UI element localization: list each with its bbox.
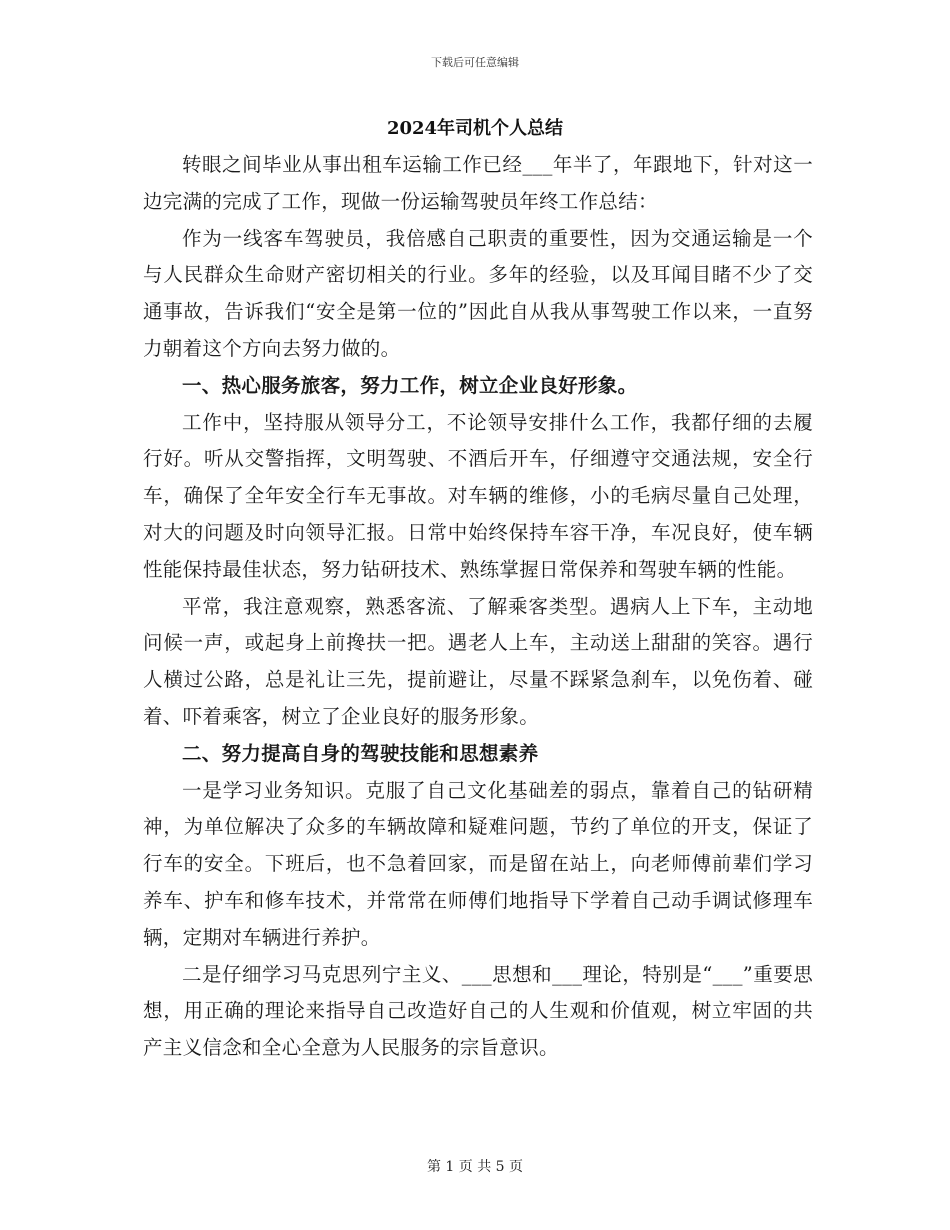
paragraph-study-skills: 一是学习业务知识。克服了自己文化基础差的弱点，靠着自己的钻研精神，为单位解决了众多的车辆故障和疑难问题，节约了单位的开支，保证了行车的安全。下班后，也不急着回家，而是留在站上，向老师傅前辈们学习养车、护车和修车技术，并常常在师傅们地指导下学着自己动手调试修理车辆，定期对车辆进行养护。 — [143, 778, 813, 949]
paragraph-intro: 转眼之间毕业从事出租车运输工作已经___年半了，年跟地下，针对这一边完满的完成了工作，现做一份运输驾驶员年终工作总结： — [143, 153, 813, 213]
document-title: 2024年司机个人总结 — [386, 118, 564, 139]
section-heading-1: 一、热心服务旅客，努力工作，树立企业良好形象。 — [182, 373, 638, 397]
document-body — [143, 147, 813, 1067]
paragraph-study-theory: 二是仔细学习马克思列宁主义、___思想和___理论，特别是“___”重要思想，用正确的理论来指导自己改造好自己的人生观和价值观，树立牢固的共产主义信念和全心全意为人民服务的宗旨意识。 — [143, 962, 813, 1060]
page-footer: 第 1 页 共 5 页 — [426, 1159, 524, 1175]
paragraph-responsibility: 作为一线客车驾驶员，我倍感自己职责的重要性，因为交通运输是一个与人民群众生命财产密切相关的行业。多年的经验，以及耳闻目睹不少了交通事故，告诉我们“安全是第一位的”因此自从我从事驾驶工作以来，一直努力朝着这个方向去努力做的。 — [143, 226, 813, 360]
paragraph-work: 工作中，坚持服从领导分工，不论领导安排什么工作，我都仔细的去履行好。听从交警指挥，文明驾驶、不酒后开车，仔细遵守交通法规，安全行车，确保了全年安全行车无事故。对车辆的维修，小的毛病尽量自己处理，对大的问题及时向领导汇报。日常中始终保持车容干净，车况良好，使车辆性能保持最佳状态，努力钻研技术、熟练掌握日常保养和驾驶车辆的性能。 — [143, 410, 813, 581]
section-heading-2: 二、努力提高自身的驾驶技能和思想素养 — [182, 741, 539, 765]
paragraph-service: 平常，我注意观察，熟悉客流、了解乘客类型。遇病人上下车，主动地问候一声，或起身上前搀扶一把。遇老人上车，主动送上甜甜的笑容。遇行人横过公路，总是礼让三先，提前避让，尽量不踩紧急刹车，以免伤着、碰着、吓着乘客，树立了企业良好的服务形象。 — [143, 594, 813, 728]
header-note: 下载后可任意编辑 — [431, 56, 519, 69]
